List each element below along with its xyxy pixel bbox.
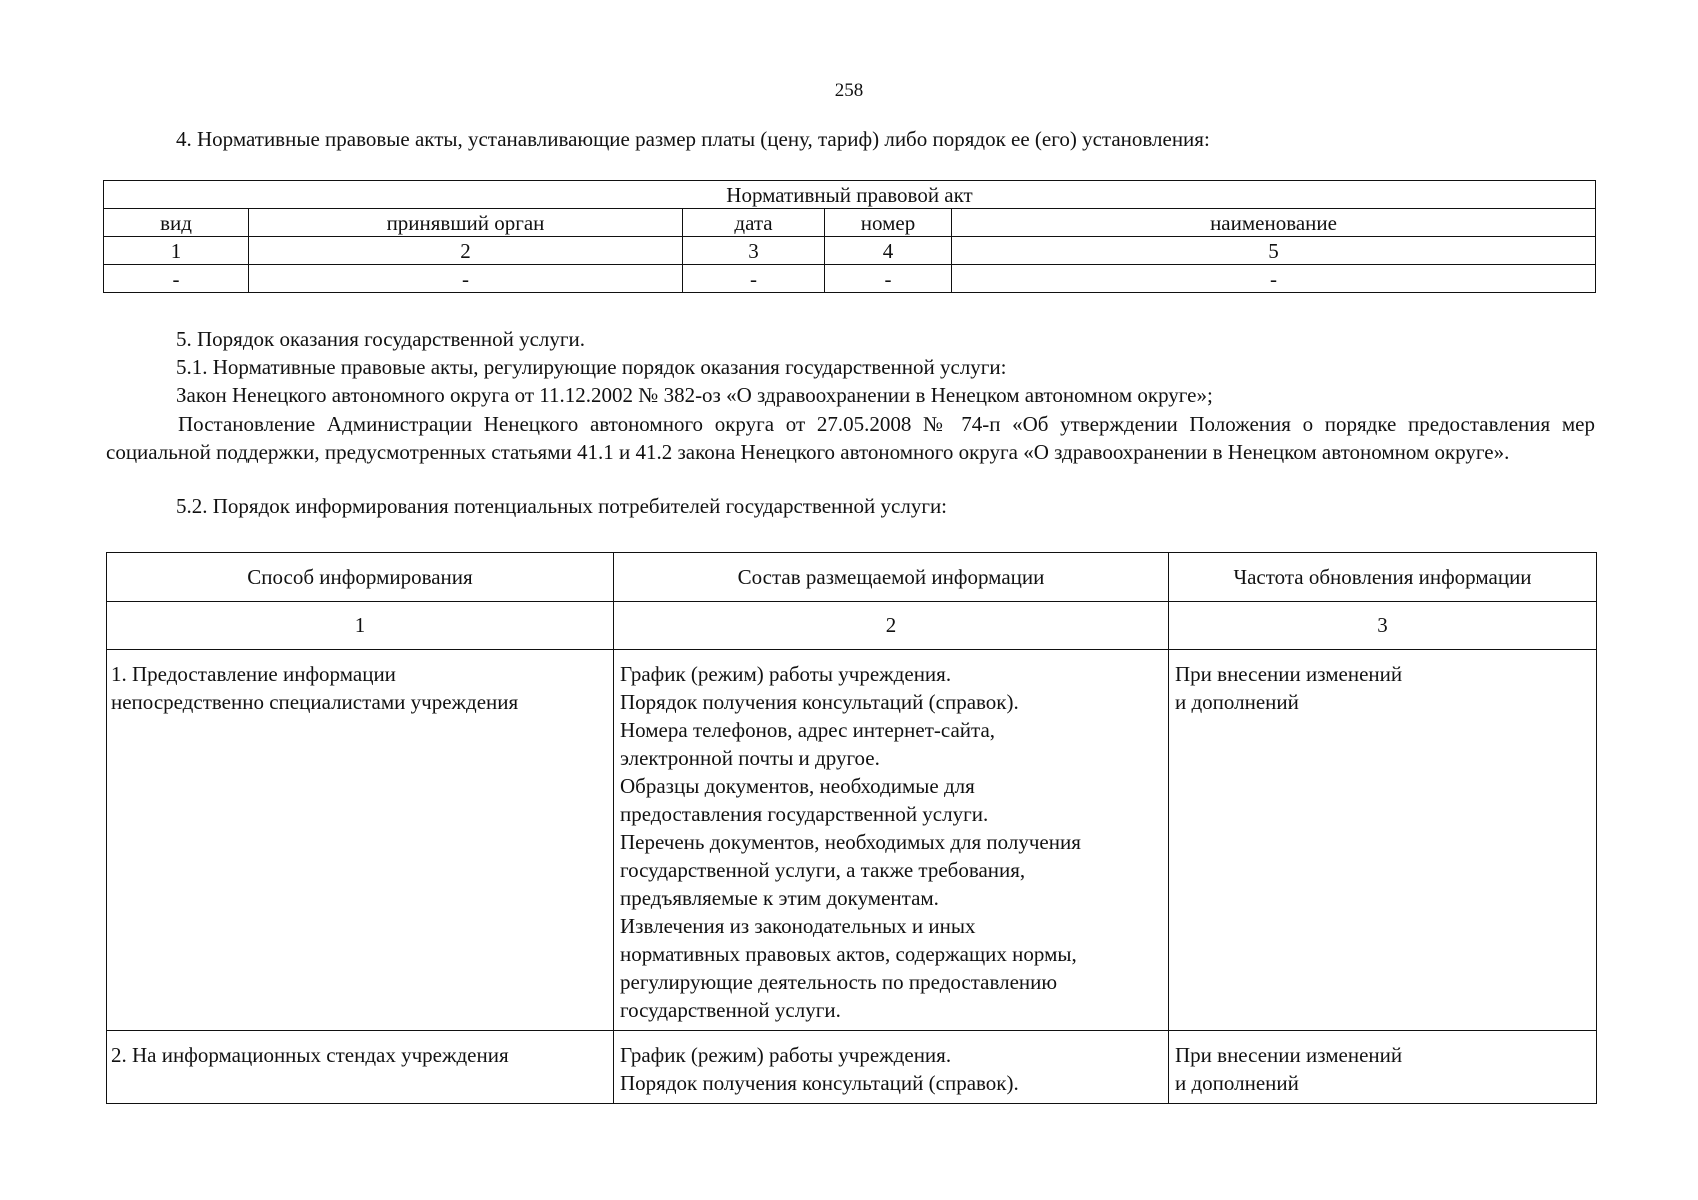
method-cell bbox=[107, 650, 614, 1031]
content-line: государственной услуги, а также требования, bbox=[620, 858, 1026, 882]
section-5-heading: 5. Порядок оказания государственной услуги. bbox=[176, 327, 585, 351]
table2-header-row bbox=[107, 553, 1597, 602]
table1-group-header: Нормативный правовой акт bbox=[104, 181, 1596, 209]
frequency-line: и дополнений bbox=[1175, 690, 1299, 714]
content-cell bbox=[614, 650, 1169, 1031]
table-row bbox=[107, 650, 1597, 1031]
table1-number-cell: 1 bbox=[104, 237, 249, 265]
table2-number-cell: 3 bbox=[1169, 602, 1597, 650]
method-line: 1. Предоставление информации bbox=[111, 662, 396, 686]
normative-acts-table bbox=[103, 180, 1596, 293]
content-line: Номера телефонов, адрес интернет-сайта, bbox=[620, 718, 996, 742]
content-line: предъявляемые к этим документам. bbox=[620, 886, 939, 910]
content-line: График (режим) работы учреждения. bbox=[620, 662, 952, 686]
content-line: регулирующие деятельность по предоставлению bbox=[620, 970, 1058, 994]
method-cell bbox=[107, 1031, 614, 1104]
content-line: государственной услуги. bbox=[620, 998, 841, 1022]
frequency-cell bbox=[1169, 650, 1597, 1031]
table1-number-cell: 5 bbox=[952, 237, 1596, 265]
table2-number-row bbox=[107, 602, 1597, 650]
decree-text: Постановление Администрации Ненецкого автономного округа от 27.05.2008 № 74-п «Об утверждении Положения о порядке предоставления мер социальной поддержки, предусмотренных статьями 41.1 и 41.2 закона Ненецкого автономного округа «О здравоохранении в Ненецком автономном округе». bbox=[106, 412, 1595, 464]
table1-header-cell: вид bbox=[104, 209, 249, 237]
content-line: Перечень документов, необходимых для получения bbox=[620, 830, 1081, 854]
table1-value-cell: - bbox=[104, 265, 249, 293]
content-line: Образцы документов, необходимые для bbox=[620, 774, 975, 798]
table1-number-row bbox=[104, 237, 1596, 265]
content-line: Порядок получения консультаций (справок). bbox=[620, 690, 1019, 714]
table2-number-cell: 1 bbox=[107, 602, 614, 650]
section-5-2-heading: 5.2. Порядок информирования потенциальных потребителей государственной услуги: bbox=[176, 494, 948, 518]
content-cell bbox=[614, 1031, 1169, 1104]
law-reference: Закон Ненецкого автономного округа от 11.12.2002 № 382-оз «О здравоохранении в Ненецком автономном округе»; bbox=[176, 383, 1213, 407]
table-row bbox=[107, 1031, 1597, 1104]
table1-header-cell: номер bbox=[825, 209, 952, 237]
method-line: непосредственно специалистами учреждения bbox=[111, 690, 519, 714]
table1-number-cell: 2 bbox=[249, 237, 683, 265]
content-line: Порядок получения консультаций (справок). bbox=[620, 1071, 1019, 1095]
frequency-line: и дополнений bbox=[1175, 1071, 1299, 1095]
content-line: График (режим) работы учреждения. bbox=[620, 1043, 952, 1067]
method-line: 2. На информационных стендах учреждения bbox=[111, 1043, 509, 1067]
table1-group-header-row bbox=[104, 181, 1596, 209]
content-line: предоставления государственной услуги. bbox=[620, 802, 989, 826]
table1-value-cell: - bbox=[249, 265, 683, 293]
content-line: нормативных правовых актов, содержащих нормы, bbox=[620, 942, 1077, 966]
page-number: 258 bbox=[834, 80, 864, 101]
table1-value-cell: - bbox=[952, 265, 1596, 293]
table1-header-row bbox=[104, 209, 1596, 237]
table1-header-cell: дата bbox=[683, 209, 825, 237]
frequency-line: При внесении изменений bbox=[1175, 1043, 1403, 1067]
table1-number-cell: 4 bbox=[825, 237, 952, 265]
content-line: Извлечения из законодательных и иных bbox=[620, 914, 976, 938]
table2-header-cell: Способ информирования bbox=[107, 553, 614, 602]
table1-value-row bbox=[104, 265, 1596, 293]
table2-header-cell: Частота обновления информации bbox=[1169, 553, 1597, 602]
content-line: электронной почты и другое. bbox=[620, 746, 880, 770]
table1-value-cell: - bbox=[683, 265, 825, 293]
table1-header-cell: наименование bbox=[952, 209, 1596, 237]
decree-reference bbox=[106, 411, 1595, 466]
frequency-cell bbox=[1169, 1031, 1597, 1104]
section-4-heading: 4. Нормативные правовые акты, устанавливающие размер платы (цену, тариф) либо порядок ее (его) установления: bbox=[176, 127, 1210, 151]
table1-header-cell: принявший орган bbox=[249, 209, 683, 237]
table1-value-cell: - bbox=[825, 265, 952, 293]
table2-number-cell: 2 bbox=[614, 602, 1169, 650]
table1-number-cell: 3 bbox=[683, 237, 825, 265]
frequency-line: При внесении изменений bbox=[1175, 662, 1403, 686]
section-5-1-heading: 5.1. Нормативные правовые акты, регулирующие порядок оказания государственной услуги: bbox=[176, 355, 1007, 379]
table2-header-cell: Состав размещаемой информации bbox=[614, 553, 1169, 602]
information-methods-table bbox=[106, 552, 1597, 1104]
